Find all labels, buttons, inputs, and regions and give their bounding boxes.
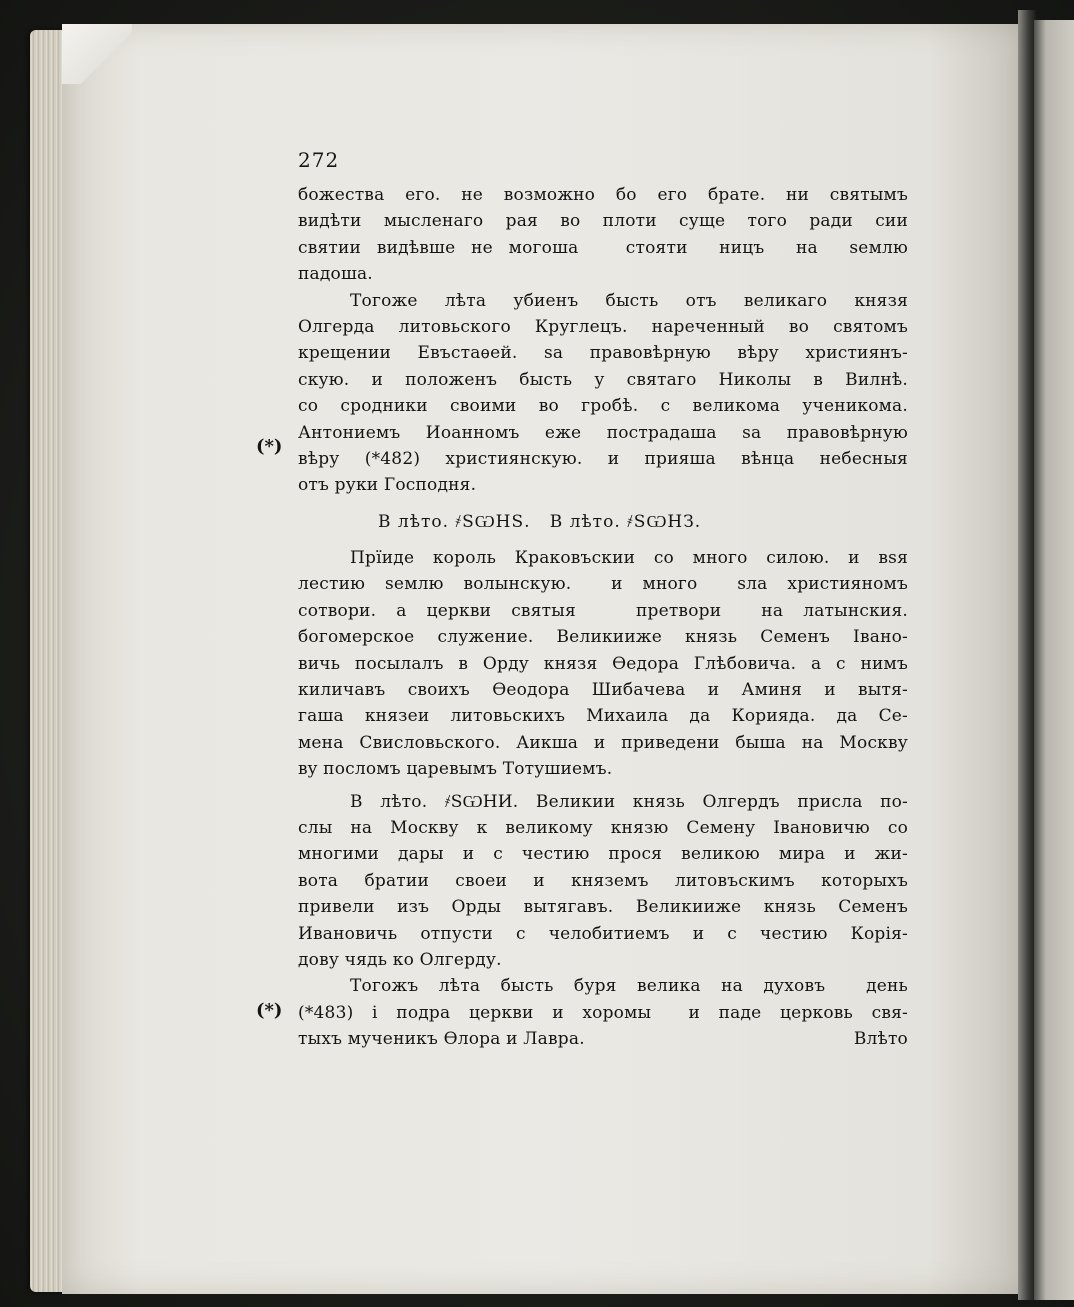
text-line: со сродники своими во гробѣ. с великома ученикома. bbox=[298, 396, 908, 417]
text-line: Тогоже лѣта убиенъ бысть отъ великаго князя bbox=[350, 290, 908, 311]
text-line: киличавъ своихъ Ѳеодора Шибачева и Аминя и вытя- bbox=[298, 680, 908, 701]
page-number: 272 bbox=[298, 148, 340, 172]
text-line: вичь посылалъ в Орду князя Ѳедора Глѣбовича. а с нимъ bbox=[298, 653, 908, 674]
text-line: божества его. не возможно бо его брате. ни святымъ bbox=[298, 185, 908, 205]
text-line: многими дары и с честию прося великою мира и жи- bbox=[298, 844, 908, 865]
text-line: гаша князеи литовьскихъ Михаила да Корияда. да Се- bbox=[298, 706, 908, 727]
text-line: вота братии своеи и княземъ литовъскимъ которыхъ bbox=[298, 870, 908, 891]
text-line: Олгерда литовьского Круглецъ. нареченный во святомъ bbox=[298, 316, 908, 337]
text-line: сотвори. а церкви святыя претвори на латынския. bbox=[298, 600, 908, 621]
year-heading: В лѣто. ҂ЅѠНЅ. В лѣто. ҂ЅѠНЗ. bbox=[378, 511, 702, 532]
text-line: тыхъ мученикъ Ѳлора и Лавра. bbox=[298, 1029, 585, 1050]
body-text bbox=[298, 152, 908, 1053]
margin-note-2: (*) bbox=[256, 1000, 283, 1021]
margin-note-1: (*) bbox=[256, 436, 283, 457]
text-line: отъ руки Господня. bbox=[298, 475, 477, 496]
text-line: привели изъ Орды вытягавъ. Великиижe князь Семенъ bbox=[298, 897, 908, 918]
text-line: (*483) і подра церкви и хоромы и паде церковь свя- bbox=[298, 1002, 908, 1023]
catchword: Влѣто bbox=[853, 1029, 908, 1050]
text-line: Антониемъ Иоанномъ еже пострадаша ѕа правовѣрную bbox=[298, 422, 908, 443]
text-line: слы на Москву к великому князю Семену Івановичю со bbox=[298, 817, 908, 838]
text-line: вѣру (*482) християнскую. и прияша вѣнца небесныя bbox=[298, 448, 908, 469]
text-line: Тогожъ лѣта бысть буря велика на духовъ день bbox=[350, 976, 908, 997]
text-line: святии видѣвше не могоша стояти ницъ на ѕемлю bbox=[298, 237, 908, 258]
page-corner bbox=[62, 24, 132, 84]
text-line: дову чядь ко Олгерду. bbox=[298, 949, 502, 970]
text-line: Ивановичь отпусти с челобитиемъ и с честию Корiя- bbox=[298, 923, 908, 944]
text-line: мена Свисловьского. Аикша и приведени быша на Москву bbox=[298, 732, 908, 753]
text-line: крещении Евъстаѳей. ѕа правовѣрную вѣру християнъ- bbox=[298, 343, 908, 364]
text-line: лестию ѕемлю волынскую. и много ѕла християномъ bbox=[298, 574, 908, 595]
final-line bbox=[298, 1026, 908, 1052]
text-line: Прїиде король Краковъскии со много силою. и вѕя bbox=[350, 548, 908, 569]
text-line: В лѣто. ҂ЅѠНИ. Великии князь Олгердъ присла по- bbox=[350, 791, 908, 812]
text-line: богомерское служение. Великиижe князь Семенъ Івано- bbox=[298, 627, 908, 648]
text-line: падоша. bbox=[298, 264, 373, 285]
text-line: скую. и положенъ бысть у святаго Николы в Вилнѣ. bbox=[298, 369, 908, 390]
facing-page-edge bbox=[1034, 20, 1074, 1300]
text-line: вy посломъ царевымъ Тотушиемъ. bbox=[298, 759, 613, 780]
text-line: видѣти мысленаго рая во плоти суще того ради сии bbox=[298, 211, 908, 232]
